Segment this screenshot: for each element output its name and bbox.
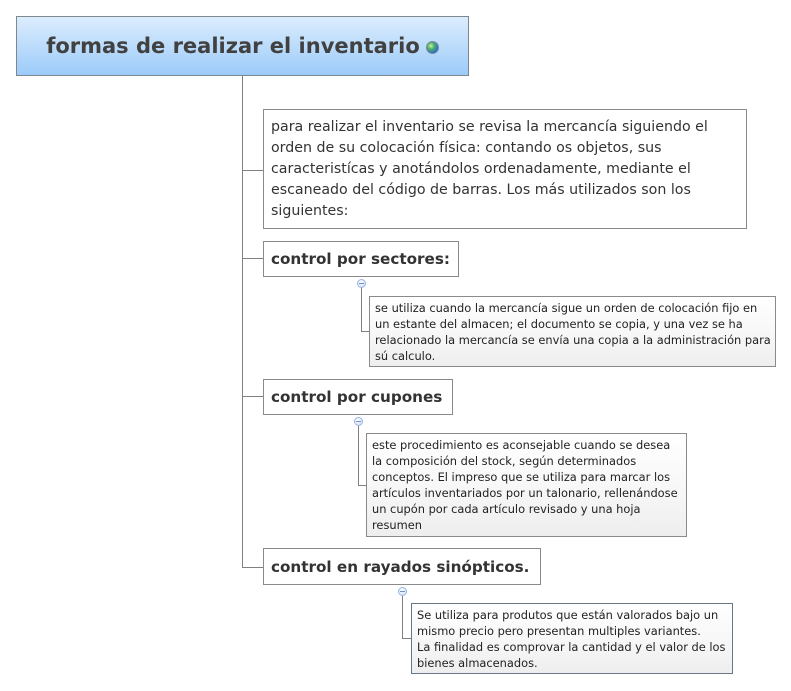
connector-topic-2: [242, 396, 263, 397]
connector-note-2-horizontal: [358, 485, 366, 486]
connector-topic-3: [242, 567, 263, 568]
root-topic[interactable]: [16, 16, 469, 76]
topic-control-por-cupones[interactable]: [263, 379, 453, 415]
topic-label: control por cupones: [271, 388, 443, 406]
note-control-por-cupones[interactable]: este procedimiento es aconsejable cuando se desea la composición del stock, según determinados conceptos. El impreso que se utiliza para marcar los artículos inventariados por un talonario, rellenándose un cupón por cada artículo revisado y una hoja resumen: [366, 433, 687, 537]
root-topic-title: formas de realizar el inventario: [46, 34, 420, 58]
topic-control-por-sectores[interactable]: [263, 241, 459, 277]
collapse-toggle-icon[interactable]: [354, 417, 363, 426]
connector-note-3-horizontal: [402, 638, 411, 639]
note-control-por-sectores[interactable]: se utiliza cuando la mercancía sigue un orden de colocación fijo en un estante del almacen; el documento se copia, y una vez se ha relacionado la mercancía se envía una copia a la administración para sú calculo.: [369, 296, 776, 367]
connector-note-3-vertical: [402, 595, 403, 638]
description-topic[interactable]: para realizar el inventario se revisa la mercancía siguiendo el orden de su colocación física: contando os objetos, sus caracteristícas y anotándolos ordenadamente, mediante el escaneado del código de barras. Los más utilizados son los siguientes:: [263, 109, 747, 229]
collapse-toggle-icon[interactable]: [357, 279, 366, 288]
connector-topic-1: [242, 258, 263, 259]
topic-control-en-rayados-sinopticos[interactable]: [263, 548, 541, 585]
connector-note-1-horizontal: [361, 331, 369, 332]
topic-label: control en rayados sinópticos.: [271, 557, 530, 576]
topic-label: control por sectores:: [271, 250, 450, 268]
connector-note-1-vertical: [361, 287, 362, 331]
main-trunk-connector: [242, 76, 243, 568]
note-control-en-rayados-sinopticos[interactable]: Se utiliza para produtos que están valorados bajo un mismo precio pero presentan multiples variantes. La finalidad es comprovar la cantidad y el valor de los bienes almacenados.: [411, 603, 733, 674]
globe-icon[interactable]: [426, 41, 439, 54]
connector-description: [242, 170, 263, 171]
collapse-toggle-icon[interactable]: [398, 587, 407, 596]
connector-note-2-vertical: [358, 425, 359, 485]
